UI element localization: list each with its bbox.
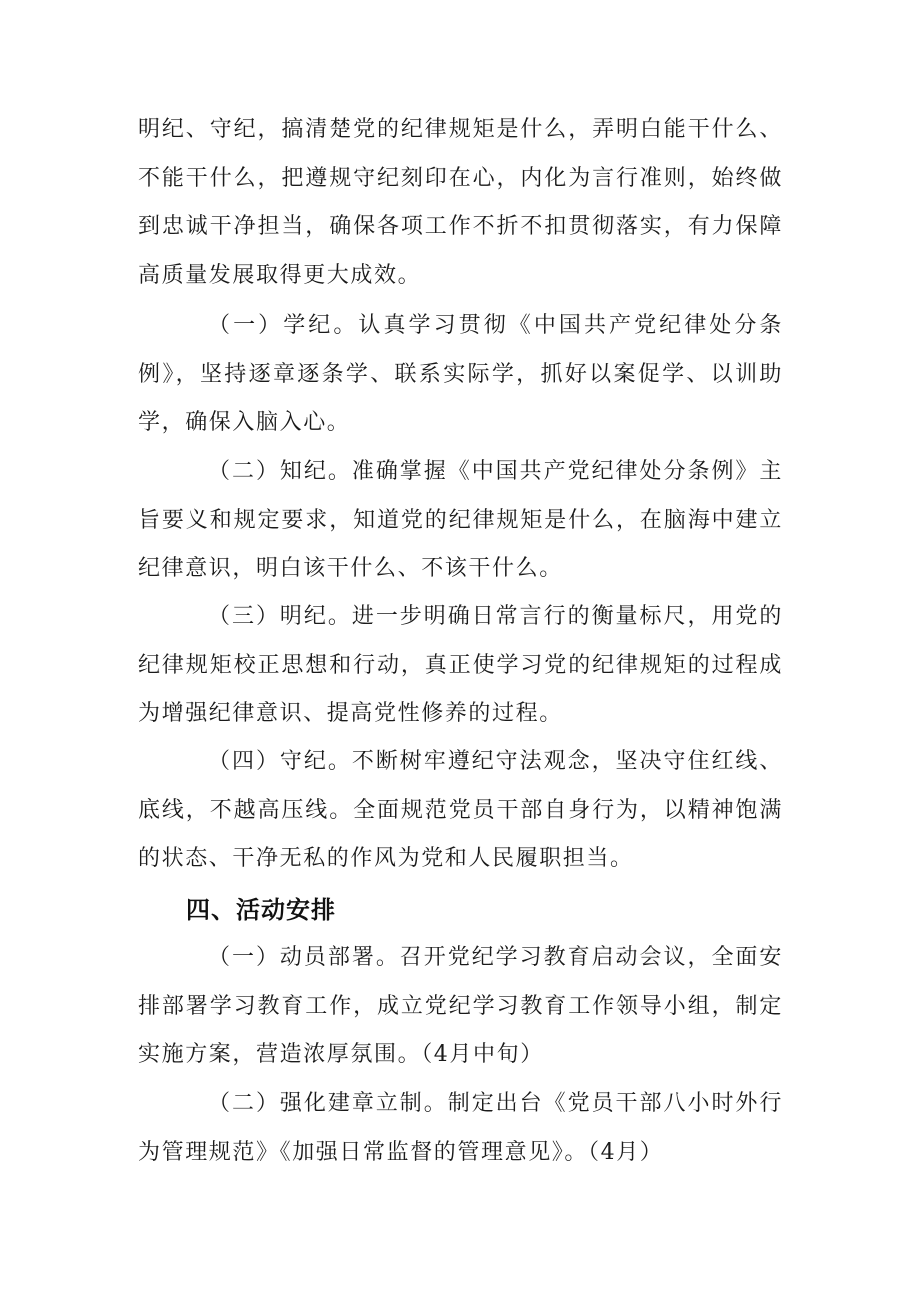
paragraph-study-discipline: （一）学纪。认真学习贯彻《中国共产党纪律处分条例》，坚持逐章逐条学、联系实际学，抓好以案促学、以训助学，确保入脑入心。 [138,313,783,435]
paragraph-know-discipline: （二）知纪。准确掌握《中国共产党纪律处分条例》主旨要义和规定要求，知道党的纪律规矩是什么，在脑海中建立纪律意识，明白该干什么、不该干什么。 [138,459,783,581]
paragraph-continuation: 明纪、守纪，搞清楚党的纪律规矩是什么，弄明白能干什么、不能干什么，把遵规守纪刻印在心，内化为言行准则，始终做到忠诚干净担当，确保各项工作不折不扣贯彻落实，有力保障高质量发展取得更大成效。 [138,117,783,288]
paragraph-mobilization: （一）动员部署。召开党纪学习教育启动会议，全面安排部署学习教育工作，成立党纪学习教育工作领导小组，制定实施方案，营造浓厚氛围。（4月中旬） [138,945,783,1067]
paragraph-keep-discipline: （四）守纪。不断树牢遵纪守法观念，坚决守住红线、底线，不越高压线。全面规范党员干部自身行为，以精神饱满的状态、干净无私的作风为党和人民履职担当。 [138,749,783,871]
paragraph-understand-discipline: （三）明纪。进一步明确日常言行的衡量标尺，用党的纪律规矩校正思想和行动，真正使学习党的纪律规矩的过程成为增强纪律意识、提高党性修养的过程。 [138,604,783,726]
section-heading: 四、活动安排 [186,896,336,924]
paragraph-regulations: （二）强化建章立制。制定出台《党员干部八小时外行为管理规范》《加强日常监督的管理意见》。（4月） [138,1091,783,1165]
